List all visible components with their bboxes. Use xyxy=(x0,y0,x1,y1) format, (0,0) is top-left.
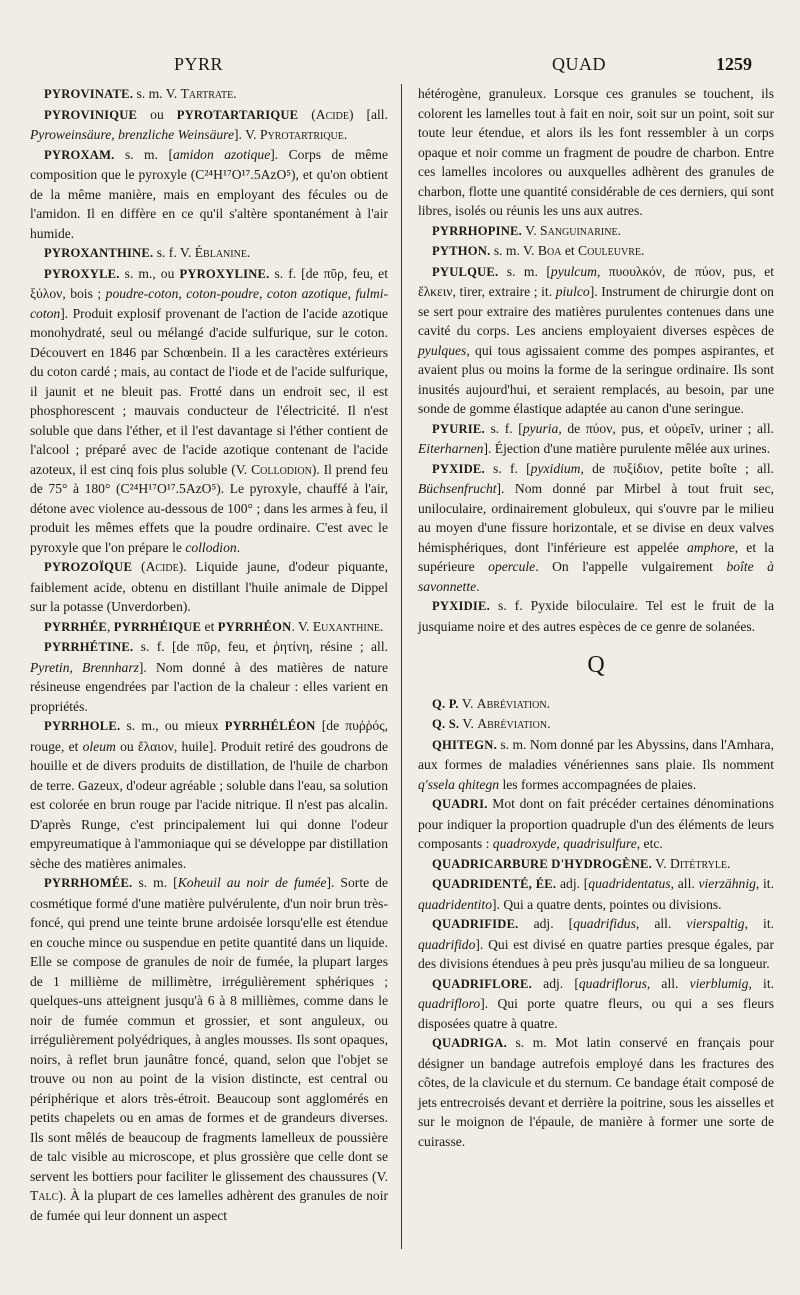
entry-headword: PYTHON. xyxy=(432,244,491,258)
entry-text: s. m. V. xyxy=(490,243,538,258)
entry-text: . xyxy=(476,578,480,594)
entry-italic-text: amphore xyxy=(686,539,735,555)
entry-text: ]. Nom donné par Mirbel à tout fruit sec, uniloculaire, ordinairement globuleux, qui s'ouvre par le milieu au moyen d'une fissure horizontale, et se divise en deux valves hémisphériques, dont l'inférieure est appelée xyxy=(418,481,774,555)
entry-text: [de πυῤῥός, rouge, et xyxy=(30,718,388,754)
entry-italic-text: piulco xyxy=(555,284,590,299)
entry-text: , it. xyxy=(748,975,774,991)
entry-text: s. f. [de πῦρ, feu, et ξύλον, bois ; xyxy=(30,265,388,301)
entry-text: ]. Nom donné à des matières de nature résineuse engendrées par l'action de la chaleur : elles varient en propriétés. xyxy=(30,659,388,714)
entry-text: ]. Sorte de cosmétique formé d'une matière pulvérulente, d'un noir brun très-foncé, qui prend une teinte brune ardoisée lorsqu'elle est étendue en couche mince ou suspendue en petite quantité dans un liquide. Elle se compose de granules de noir de fumée, la plupart larges de 1 millième de millimètre, irrégulièrement sphériques ; quelques-uns atteignent jusqu'à 6 à 8 millièmes, comme dans le noir de fumée commun et grossier, et sont anguleux, ou irrégulièrement polyédriques, à angles mousses. Ils sont opaques, noirs, à reflet brun jaunâtre foncé, quand, selon que l'objet se trouve ou non au point de la vision distincte, est central ou périphérique et alors très-étroit. Beaucoup sont agglomérés en petits chapelets ou en amas de formes et de grandeurs diverses. Ils sont mêlés de beaucoup de fragments lamelleux de poussière de talc visible au microscope, et plus grossière que celle dont se servent les bottiers pour faciliter le glissement des chaussures (V. xyxy=(30,875,388,1184)
page-number: 1259 xyxy=(716,54,752,74)
entry-italic-text: q'ssela qhitegn xyxy=(418,776,500,792)
entry-italic-text: pyulcum xyxy=(550,263,597,279)
entry-italic-text: Büchsenfrucht xyxy=(418,481,497,496)
entry-headword: PYROVINIQUE xyxy=(44,107,138,122)
entry-italic-text: quadridentito xyxy=(418,896,493,912)
entry-text: V. xyxy=(459,716,478,731)
entry-headword: PYRRHOLE. xyxy=(44,719,121,733)
entry-text: adj. [ xyxy=(518,916,574,931)
entry-text: , it. xyxy=(755,876,774,891)
entry-cross-reference: Acide xyxy=(145,559,179,574)
entry-cross-reference: Ditétryle. xyxy=(670,855,731,871)
entry-text: s. m. [ xyxy=(132,875,178,890)
entry-text: s. m. V. xyxy=(133,86,181,101)
entry-italic-text: vierzähnig xyxy=(698,876,756,891)
dictionary-entry xyxy=(418,459,774,597)
dictionary-entry xyxy=(30,145,388,244)
entry-headword: QHITEGN. xyxy=(432,737,497,752)
dictionary-entry xyxy=(418,596,774,636)
entry-headword: QUADRI. xyxy=(432,797,488,811)
entry-headword: PYXIDIE. xyxy=(432,599,490,613)
entry-text: s. m. Nom donné par les Abyssins, dans l'Amhara, aux formes de maladies vénériennes sans plaie. Ils nomment xyxy=(418,736,774,772)
column-divider xyxy=(401,84,402,1249)
entry-cross-reference: Boa xyxy=(537,243,562,258)
entry-headword: PYROXYLE. xyxy=(44,266,120,281)
entry-cross-reference: Euxanthine. xyxy=(312,618,384,634)
entry-italic-text: amidon azotique xyxy=(172,146,271,162)
entry-headword: PYXIDE. xyxy=(432,461,485,476)
entry-italic-text: quadridentatus xyxy=(588,876,671,891)
entry-text: adj. [ xyxy=(556,876,589,891)
entry-headword: PYRRHÉIQUE xyxy=(113,619,202,634)
entry-italic-text: quadroxyde, quadrisulfure xyxy=(492,836,637,851)
entry-text: s. f. V. xyxy=(153,245,195,260)
entry-headword: PYROXANTHINE. xyxy=(44,246,154,260)
entry-text: s. f. [de πῦρ, feu, et ῥητίνη, résine ; all. xyxy=(133,639,388,654)
entry-headword: PYULQUE. xyxy=(432,264,499,279)
entry-italic-text: collodion xyxy=(185,539,237,555)
dictionary-entry xyxy=(418,262,774,419)
entry-headword: PYRRHOPINE. xyxy=(432,223,523,238)
entry-text: s. f. Pyxide biloculaire. Tel est le fruit de la jusquiame noire et des autres espèces de ce genre de solanées. xyxy=(418,598,774,634)
dictionary-entry xyxy=(418,1033,774,1151)
entry-text: ]. Qui porte quatre fleurs, ou qui a ses fleurs disposées quatre à quatre. xyxy=(418,996,774,1031)
dictionary-entry xyxy=(30,637,388,716)
entry-text: ]. Qui est divisé en quatre parties presque égales, par des divisions étendues à peu près jusqu'au milieu de sa longueur. xyxy=(418,936,774,971)
entry-text: , de πύον, pus, et οὐρεῖν, uriner ; all. xyxy=(558,420,775,436)
entry-headword: PYRRHÉE xyxy=(44,619,107,634)
entry-cross-reference: Éblanine. xyxy=(194,245,251,260)
entry-text: , πυουλκόν, de πύον, pus, et ἕλκειν, tirer, extraire ; it. xyxy=(418,263,774,299)
dictionary-entry xyxy=(418,914,774,974)
entry-text: , all. xyxy=(670,876,699,891)
dictionary-entry xyxy=(418,221,774,242)
entry-text: , qui tous agissaient comme des pompes aspirantes, et avaient plus ou moins la forme de la seringue ordinaire. Ils sont inusités aujourd'hui, et seraient remplacés, au besoin, par une sonde de gomme élastique adaptée au canon d'une seringue. xyxy=(418,342,774,416)
entry-text: ). Liquide jaune, d'odeur piquante, faiblement acide, obtenu en distillant l'huile animale de Dippel sur la potasse (Unverdorben). xyxy=(30,559,388,614)
entry-text: , de πυξίδιον, petite boîte ; all. xyxy=(580,460,774,476)
dictionary-entry xyxy=(418,419,774,459)
entry-italic-text: pyxidium xyxy=(530,460,581,476)
entry-italic-text: pyulques xyxy=(418,342,467,358)
entry-italic-text: vierblumig xyxy=(689,975,749,991)
dictionary-entry xyxy=(418,794,774,854)
entry-cross-reference: Talc xyxy=(30,1188,59,1203)
entry-text: . On l'appelle vulgairement xyxy=(535,559,727,574)
entry-headword: QUADRIGA. xyxy=(432,1036,507,1050)
entry-headword: PYROXAM. xyxy=(44,147,115,162)
entry-text: V. xyxy=(458,695,477,711)
entry-text: , all. xyxy=(635,916,687,931)
dictionary-entry xyxy=(30,716,388,873)
entry-cross-reference: Collodion xyxy=(251,461,312,477)
entry-text: s. f. [ xyxy=(484,420,523,436)
entry-text: ]. Éjection d'une matière purulente mêlée aux urines. xyxy=(483,441,771,456)
dictionary-entry xyxy=(30,617,388,638)
entry-text: les formes accompagnées de plaies. xyxy=(499,776,697,792)
entry-headword: QUADRIFLORE. xyxy=(432,976,533,991)
entry-headword: PYRRHOMÉE. xyxy=(44,876,133,890)
entry-italic-text: Pyroweinsäure, brenzliche Weinsäure xyxy=(30,127,234,142)
entry-text: ). À la plupart de ces lamelles adhèrent des granules de noir de fumée qui leur donnent un aspect xyxy=(30,1188,388,1223)
right-entries-after xyxy=(418,694,774,1152)
entry-headword: PYRRHÉON xyxy=(217,619,292,634)
dictionary-entry xyxy=(418,84,774,221)
dictionary-entry xyxy=(418,241,774,262)
entry-text: Mot dont on fait précéder certaines dénominations pour indiquer la proportion quadruple d'un des éléments de leurs composants : xyxy=(418,796,774,851)
entry-text: s. m. Mot latin conservé en français pour désigner un bandage autrefois employé dans les fractures des côtes, de la clavicule et du sternum. Ce bandage était composé de jets entrecroisés devant et derrière la poitrine, sous les aisselles et sur le moignon de l'épaule, de manière à former une sorte de cuirasse. xyxy=(418,1035,774,1149)
dictionary-entry xyxy=(418,694,774,715)
entry-text: , etc. xyxy=(636,836,663,851)
entry-headword: QUADRICARBURE D'HYDROGÈNE. xyxy=(432,856,653,871)
entry-text: , et la supérieure xyxy=(418,539,774,574)
entry-cross-reference: Pyrotartrique. xyxy=(259,127,348,142)
entry-headword: PYROVINATE. xyxy=(44,87,134,101)
running-header xyxy=(0,54,800,80)
entry-headword: PYROTARTARIQUE xyxy=(176,107,299,122)
entry-italic-text: quadrifido xyxy=(418,936,476,952)
entry-italic-text: quadriflorus xyxy=(578,975,647,991)
entry-italic-text: quadrifidus xyxy=(573,916,636,931)
left-column xyxy=(30,84,388,1225)
entry-cross-reference: Sanguinarine. xyxy=(540,222,621,238)
dictionary-entry xyxy=(418,735,774,795)
header-left-word: PYRR xyxy=(174,54,224,74)
entry-headword: Q. S. xyxy=(432,717,460,731)
entry-text: ( xyxy=(298,106,316,122)
entry-italic-text: vierspaltig xyxy=(686,916,745,931)
section-letter: Q xyxy=(587,652,605,678)
entry-text: s. m. [ xyxy=(114,146,173,162)
entry-text: ]. Instrument de chirurgie dont on se sert pour extraire des matières purulentes contenues dans une cavité du corps. Les anciens employaient diverses espèces de xyxy=(418,284,774,338)
entry-text: , it. xyxy=(744,916,774,931)
entry-headword: Q. P. xyxy=(432,696,459,711)
entry-text: ]. Produit explosif provenant de l'action de l'acide azotique monohydraté, seul ou mélangé d'acide sulfurique, sur le coton. Découvert en 1846 par Schœnbein. Il a les caractères extérieurs du coton cardé ; mais, au contact de l'iode et de l'acide sulfurique, il jaunit et ne bleuit pas. Frotté dans un endroit sec, il est phosphorescent ; mauvais conducteur de l'électricité. Il n'est soluble que dans l'éther, et il l'est davantage si l'éther contient de l'alcool ; préparé avec de l'acide azotique contenant de l'acide azoteux, il est cinq fois plus soluble (V. xyxy=(30,305,388,477)
header-center-word: QUAD xyxy=(552,54,606,74)
entry-text: s. m., ou mieux xyxy=(120,718,225,733)
entry-text: s. f. [ xyxy=(484,460,531,476)
entry-text: s. m. [ xyxy=(498,263,551,279)
entry-headword: PYROZOÏQUE xyxy=(44,560,133,574)
entry-cross-reference: Abréviation. xyxy=(476,695,551,711)
entry-headword: PYROXYLINE. xyxy=(179,266,270,281)
dictionary-entry xyxy=(418,874,774,914)
entry-headword: PYRRHÉTINE. xyxy=(44,640,134,654)
entry-text: . V. xyxy=(291,618,313,634)
entry-text: ) [all. xyxy=(348,106,388,122)
dictionary-entry xyxy=(418,974,774,1034)
dictionary-entry xyxy=(30,243,388,264)
entry-italic-text: pyuria xyxy=(522,420,559,436)
entry-italic-text: oleum xyxy=(82,738,116,754)
entry-italic-text: Pyretin, Brennharz xyxy=(30,659,139,675)
entry-cross-reference: Acide xyxy=(315,106,349,122)
entry-text: V. xyxy=(652,855,671,871)
entry-text: ( xyxy=(132,559,146,574)
dictionary-entry xyxy=(418,854,774,875)
entry-italic-text: Koheuil au noir de fumée xyxy=(177,875,327,890)
entry-cross-reference: Couleuvre. xyxy=(578,243,645,258)
entry-text: , xyxy=(106,618,114,634)
dictionary-entry xyxy=(418,714,774,735)
entry-headword: QUADRIDENTÉ, ÉE. xyxy=(432,877,557,891)
entry-text: ]. Qui a quatre dents, pointes ou divisions. xyxy=(492,896,722,912)
entry-italic-text: poudre-coton, coton-poudre, coton azotique, fulmi-coton xyxy=(30,286,389,321)
entry-text: . xyxy=(236,539,241,555)
entry-text: ou xyxy=(137,106,177,122)
entry-text: ]. V. xyxy=(234,127,260,142)
entry-text: ou ἔλαιον, huile]. Produit retiré des goudrons de houille et de divers produits de distillation, de l'huile de charbon de terre. Gazeux, d'odeur agréable ; soluble dans l'eau, sa solution est colorée en brun rouge par l'acide nitrique. Il n'est pas alcalin. D'après Runge, c'est principalement lui qui donne l'odeur empyreumatique à l'ammoniaque qui se développe par distillation sèche des matières animales. xyxy=(30,738,388,871)
right-column xyxy=(418,84,774,1151)
dictionary-entry xyxy=(30,105,388,145)
entry-cross-reference: Tartrate. xyxy=(180,86,237,101)
entry-cross-reference: Abréviation. xyxy=(477,716,551,731)
dictionary-entry xyxy=(30,84,388,105)
dictionary-entry xyxy=(30,873,388,1225)
entry-italic-text: Eiterharnen xyxy=(418,441,484,456)
entry-text: adj. [ xyxy=(532,975,579,991)
entry-text: ). Il prend feu de 75° à 180° (C²⁴H¹⁷O¹⁷.5AzO⁵). Le pyroxyle, chauffé à l'air, détone avec violence au-dessous de 100° ; dans les armes à feu, il produit les mêmes effets que la poudre ordinaire. C'est avec le pyroxyle que l'on prépare le xyxy=(30,461,388,555)
entry-text: , all. xyxy=(646,975,690,991)
entry-text: V. xyxy=(522,222,541,238)
entry-headword: QUADRIFIDE. xyxy=(432,917,519,931)
entry-text: et xyxy=(561,243,579,258)
entry-headword: PYURIE. xyxy=(432,421,485,436)
entry-text: hétérogène, granuleux. Lorsque ces granules se touchent, ils colorent les lamelles tout à fait en noir, soit sur un point, soit sur toute leur étendue, et alors ils les font ressembler à un corps opaque et noir comme un fragment de poudre de charbon. Entre ces lamelles incolores ou auxquelles adhèrent des granules de charbon, flotte une quantité considérable de ces derniers, qui sont libres, isolés ou réunis les uns aux autres. xyxy=(418,86,774,218)
right-entries-before xyxy=(418,84,774,636)
dictionary-entry xyxy=(30,264,388,558)
dictionary-entry xyxy=(30,557,388,617)
entry-headword: PYRRHÉLÉON xyxy=(224,719,316,733)
entry-text: et xyxy=(201,618,218,634)
entry-text: ]. Corps de même composition que le pyroxyle (C²⁴H¹⁷O¹⁷.5AzO⁵), et qu'on obtient de la même manière, mais en employant des fécules ou de l'amidon. Il en diffère en ce qu'il s'altère spontanément à l'air humide. xyxy=(30,146,388,241)
entry-italic-text: quadrifloro xyxy=(418,996,481,1011)
entry-italic-text: opercule xyxy=(488,559,536,574)
entry-text: s. m., ou xyxy=(119,265,180,281)
entry-italic-text: boîte à savonnette xyxy=(418,559,774,594)
